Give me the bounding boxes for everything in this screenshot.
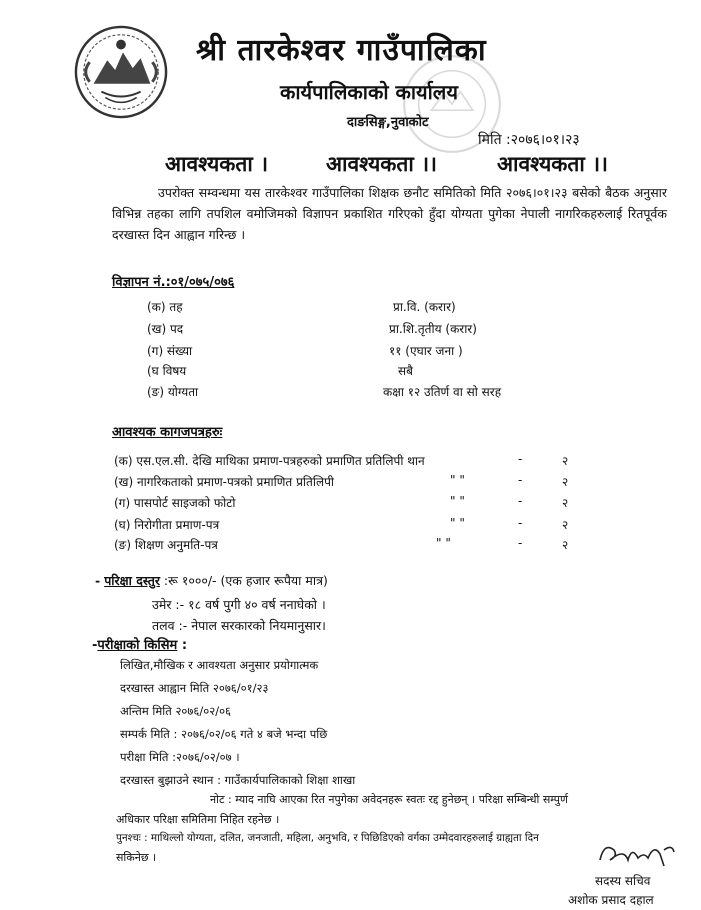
detail-key: (क) तह (147, 300, 183, 314)
signatory-name: अशोक प्रसाद दहाल (568, 893, 654, 907)
detail-value: प्रा.वि. (करार) (393, 300, 456, 314)
note-line: अधिकार परिक्षा समितिमा निहित रहनेछ । (116, 813, 280, 826)
exam-line: अन्तिम मिति २०७६/०२/०६ (120, 704, 232, 718)
intro-text: उपरोक्त सम्वन्धमा यस तारकेश्वर गाउँपालिका शिक्षक छनौट समितिको मिति २०७६।०१।२३ बसेको बैठक अनुसार विभिन्न तहका लागि तपशिल वमोजिमको विज्ञापन प्रकाशित गरिएको हुँदा योग्यता पुगेका नेपाली नागरिकहरुलाई रितपूर्वक दरखास्त दिन आह्वान गरिन्छ । (112, 185, 667, 242)
detail-key: (ख) पद (147, 322, 184, 336)
detail-value: ११ (एघार जना ) (389, 344, 463, 358)
banner-heading-3: आवश्यकता ।। (497, 152, 609, 176)
salary-info: तलव :- नेपाल सरकारको नियमानुसार। (152, 618, 326, 633)
document-ditto: " " (450, 473, 465, 487)
exam-type-label: परीक्षाको किसिम (97, 638, 178, 653)
note-line: नोट : म्याद नाघि आएका रित नपुगेका अवेदनहरू स्वतः रद्द हुनेछन् । परिक्षा सम्बिन्धी सम्पुर्ण (210, 793, 568, 806)
detail-value: कक्षा १२ उतिर्ण वा सो सरह (383, 385, 502, 399)
document-ditto: " " (450, 494, 465, 508)
document-ditto: " " (436, 536, 451, 550)
age-requirement: उमेर :- १८ वर्ष पुगी ४० वर्ष ननाघेको । (152, 597, 326, 612)
exam-line: सम्पर्क मिति : २०७६/०२/०६ गते ४ बजे भन्दा पछि (120, 727, 328, 741)
documents-heading (112, 422, 222, 440)
document-count: २ (562, 475, 569, 489)
banner-heading-1: आवश्यकता । (165, 152, 269, 176)
document-count: २ (562, 454, 569, 468)
nepal-emblem-logo (72, 22, 170, 122)
detail-value: सबै (398, 364, 413, 378)
advertisement-number-text: विज्ञापन नं.:०१/०७५/०७६ (112, 275, 235, 290)
office-location: दाङसिङ्ग,नुवाकोट (347, 115, 429, 130)
office-title: कार्यपालिकाको कार्यालय (280, 80, 458, 104)
detail-key: (ङ) योग्यता (147, 385, 199, 399)
exam-type-heading: -परीक्षाको किसिम : (92, 638, 188, 653)
handwritten-signature (594, 838, 678, 872)
exam-fee-line: - परिक्षा दस्तुर :रू १०००/- (एक हजार रूपैया मात्र) (95, 573, 328, 588)
document-item: (ख) नागरिकताको प्रमाण-पत्रको प्रमाणित प्रतिलिपी (114, 475, 335, 489)
document-dash: - (518, 516, 523, 530)
document-item: (क) एस.एल.सी. देखि माथिका प्रमाण-पत्रहरुको प्रमाणित प्रतिलिपी थान (114, 454, 425, 468)
exam-fee-value: :रू १०००/- (एक हजार रूपैया मात्र) (163, 573, 328, 588)
document-count: २ (562, 538, 569, 552)
detail-key: (ग) संख्या (147, 344, 193, 358)
documents-heading-text: आवश्यक कागजपत्रहरुः (112, 425, 223, 440)
document-item: (घ) निरोगीता प्रमाण-पत्र (114, 518, 220, 532)
note-line: पुनश्चः : माथिल्लो योग्यता, दलित, जनजाती, महिला, अनुभवि, र पिछिडिएको वर्गका उम्मेदवारहरुलाई ग्राह्यता दिन (116, 832, 539, 844)
note-line: सकिनेछ । (116, 851, 157, 864)
detail-value: प्रा.शि.तृतीय (करार) (389, 322, 477, 336)
document-item: (ङ) शिक्षण अनुमति-पत्र (114, 538, 218, 552)
exam-line: दरखास्त आह्वान मिति २०७६/०१/२३ (120, 681, 269, 695)
document-dash: - (518, 452, 523, 466)
document-count: २ (562, 496, 569, 510)
notice-date: मिति :२०७६।०१।२३ (478, 132, 580, 148)
exam-line: परीक्षा मिति :२०७६/०२/०७ । (120, 750, 240, 764)
signatory-role: सदस्य सचिव (595, 874, 651, 888)
municipality-title: श्री तारकेश्वर गाउँपालिका (196, 33, 487, 68)
document-dash: - (518, 536, 523, 550)
exam-line: दरखास्त बुझाउने स्थान : गाउँकार्यपालिकाको शिक्षा शाखा (120, 773, 356, 787)
banner-heading-2: आवश्यकता ।। (326, 152, 438, 176)
exam-fee-label: परिक्षा दस्तुर (104, 573, 160, 588)
intro-paragraph (112, 182, 667, 245)
advertisement-number (112, 272, 234, 290)
exam-line: लिखित,मौखिक र आवश्यता अनुसार प्रयोगात्मक (120, 658, 319, 672)
document-dash: - (518, 473, 523, 487)
detail-key: (घ विषय (147, 364, 187, 378)
document-count: २ (562, 518, 569, 532)
document-item: (ग) पासपोर्ट साइजको फोटो (114, 496, 236, 510)
document-dash: - (518, 494, 523, 508)
document-ditto: " " (450, 516, 465, 530)
